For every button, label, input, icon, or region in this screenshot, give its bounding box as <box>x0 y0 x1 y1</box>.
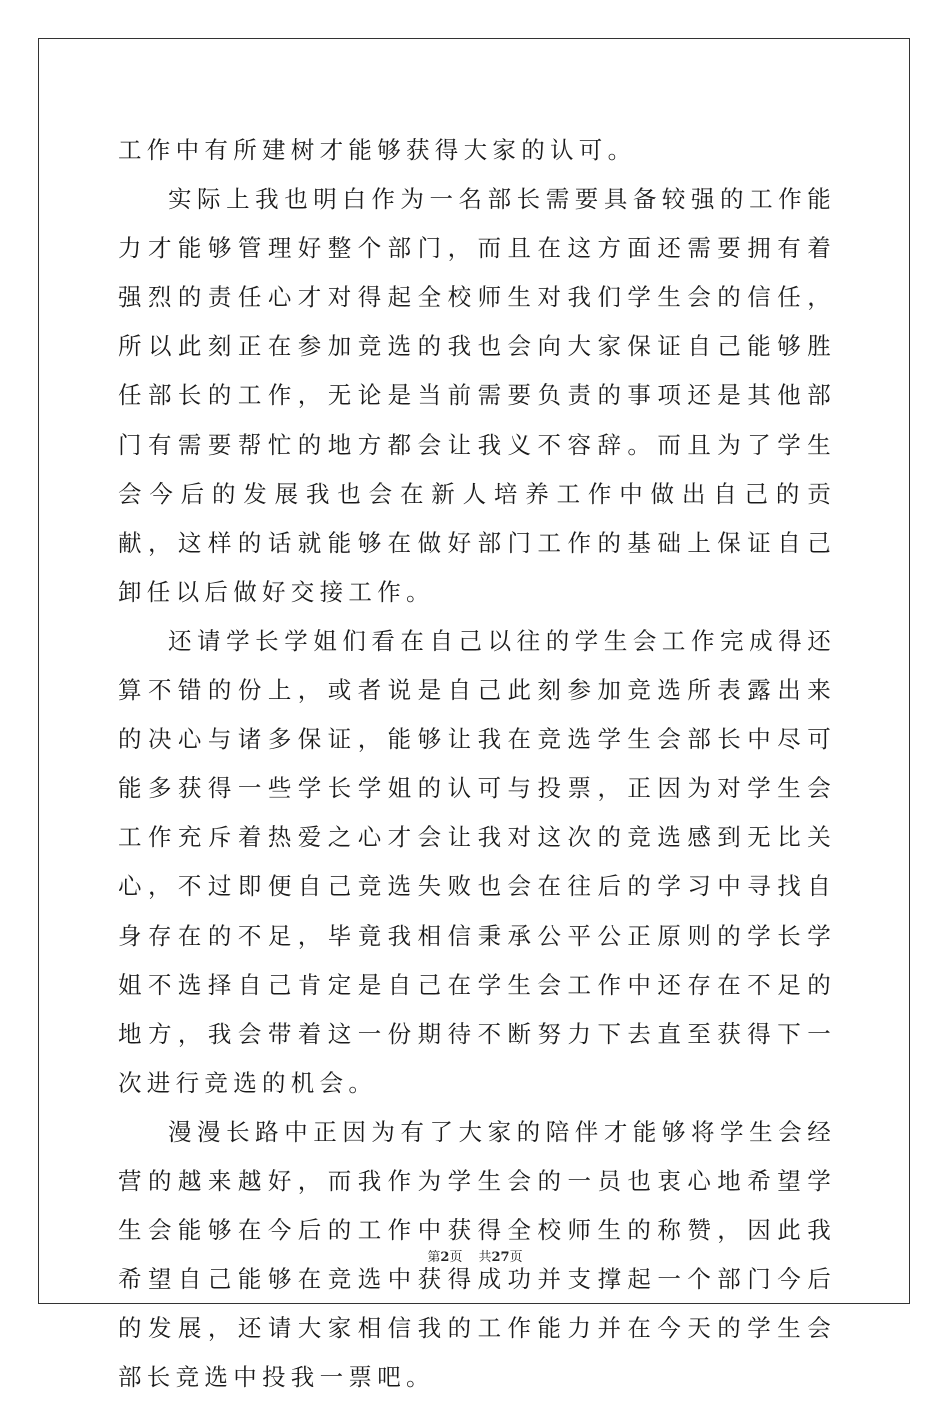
document-body <box>118 126 836 1402</box>
page-label-prefix: 第 <box>427 1250 441 1265</box>
page-footer <box>0 1246 950 1265</box>
page-number: 2 <box>440 1250 450 1265</box>
paragraph: 实际上我也明白作为一名部长需要具备较强的工作能力才能够管理好整个部门，而且在这方面还需要拥有着强烈的责任心才对得起全校师生对我们学生会的信任，所以此刻正在参加竞选的我也会向大家保证自己能够胜任部长的工作，无论是当前需要负责的事项还是其他部门有需要帮忙的地方都会让我义不容辞。而且为了学生会今后的发展我也会在新人培养工作中做出自己的贡献，这样的话就能够在做好部门工作的基础上保证自己卸任以后做好交接工作。 <box>118 185 836 606</box>
paragraph: 工作中有所建树才能够获得大家的认可。 <box>118 136 637 164</box>
total-label-suffix: 页 <box>509 1250 523 1265</box>
paragraph: 还请学长学姐们看在自己以往的学生会工作完成得还算不错的份上，或者说是自己此刻参加竞选所表露出来的决心与诸多保证，能够让我在竞选学生会部长中尽可能多获得一些学长学姐的认可与投票，正因为对学生会工作充斥着热爱之心才会让我对这次的竞选感到无比关心，不过即便自己竞选失败也会在往后的学习中寻找自身存在的不足，毕竟我相信秉承公平公正原则的学长学姐不选择自己肯定是自己在学生会工作中还存在不足的地方，我会带着这一份期待不断努力下去直至获得下一次进行竞选的机会。 <box>118 626 836 1097</box>
page-label-suffix: 页 <box>449 1250 463 1265</box>
paragraph: 漫漫长路中正因为有了大家的陪伴才能够将学生会经营的越来越好，而我作为学生会的一员也衷心地希望学生会能够在今后的工作中获得全校师生的称赞，因此我希望自己能够在竞选中获得成功并支撑起一个部门今后的发展，还请大家相信我的工作能力并在今天的学生会部长竞选中投我一票吧。 <box>118 1117 836 1392</box>
total-pages: 27 <box>491 1250 510 1265</box>
total-label-prefix: 共 <box>478 1250 492 1265</box>
